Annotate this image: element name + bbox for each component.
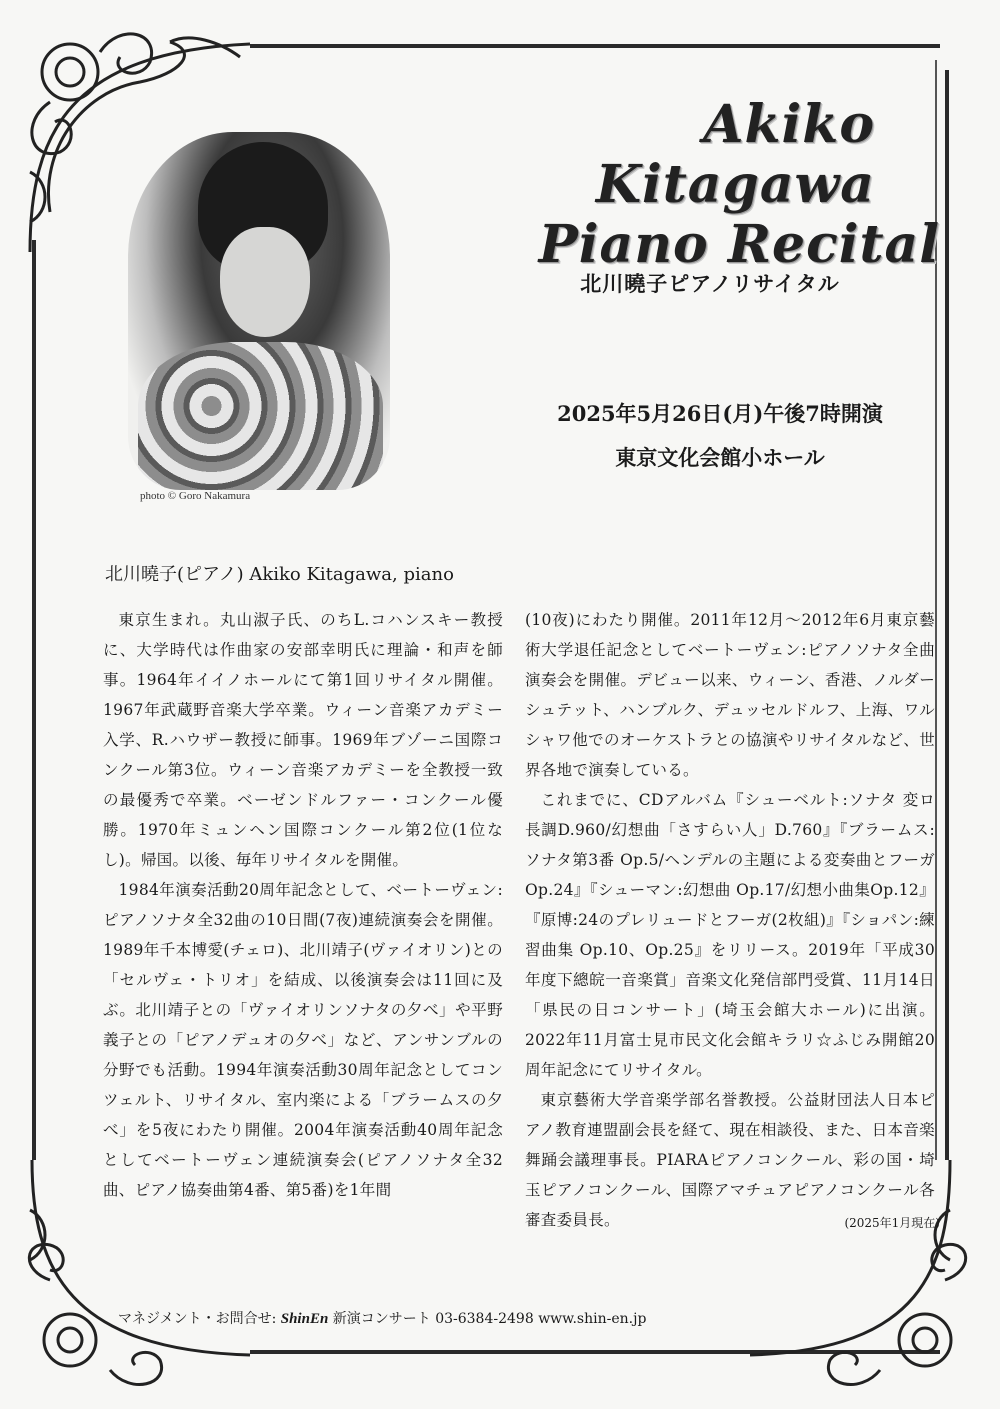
frame-left-border bbox=[32, 240, 36, 1160]
footer-label: マネジメント・お問合せ: bbox=[118, 1311, 277, 1327]
bio-paragraph: (10夜)にわたり開催。2011年12月〜2012年6月東京藝術大学退任記念としてベートーヴェン:ピアノソナタ全曲演奏会を開催。デビュー以来、ウィーン、香港、ノルダーシュテット、ハンブルク、デュッセルドルフ、上海、ワルシャワ他でのオーケストラとの協演やリサイタルなど、世界各地で演奏している。 bbox=[525, 611, 935, 779]
bio-paragraph: 東京藝術大学音楽学部名誉教授。公益財団法人日本ピアノ教育連盟副会長を経て、現在相談役、また、日本音楽舞踊会議理事長。PIARAピアノコンクール、彩の国・埼玉ピアノコンクール、国際アマチュアピアノコンクール各審査委員長。 bbox=[525, 1091, 935, 1229]
title-line-2: Piano Recital bbox=[538, 214, 940, 275]
biography-right-column bbox=[525, 605, 935, 1235]
bio-paragraph: 1984年演奏活動20周年記念として、ベートーヴェン:ピアノソナタ全32曲の10日間(7夜)連続演奏会を開催。1989年千本博愛(チェロ)、北川靖子(ヴァイオリン)との「セルヴェ・トリオ」を結成、以後演奏会は11回に及ぶ。北川靖子との「ヴァイオリンソナタの夕べ」や平野義子との「ピアノデュオの夕べ」など、アンサンブルの分野でも活動。1994年演奏活動30周年記念としてコンツェルト、リサイタル、室内楽による「ブラームスの夕べ」を5夜にわたり開催。2004年演奏活動40周年記念としてベートーヴェン連続演奏会(ピアノソナタ全32曲、ピアノ協奏曲第4番、第5番)を1年間 bbox=[103, 881, 503, 1199]
concert-venue: 東京文化会館小ホール bbox=[615, 445, 825, 470]
bio-paragraph: これまでに、CDアルバム『シューベルト:ソナタ 変ロ長調D.960/幻想曲「さすらい人」D.760』『ブラームス:ソナタ第3番 Op.5/ヘンデルの主題による変奏曲とフーガOp.24』『シューマン:幻想曲 Op.17/幻想小曲集Op.12』『原博:24のプレリュードとフーガ(2枚組)』『ショパン:練習曲集 Op.10、Op.25』をリリース。2019年「平成30年度下總皖一音楽賞」音楽文化発信部門受賞、11月14日「県民の日コンサート」(埼玉会館大ホール)に出演。2022年11月富士見市民文化会館キラリ☆ふじみ開館20周年記念にてリサイタル。 bbox=[525, 791, 935, 1079]
photo-credit: photo © Goro Nakamura bbox=[140, 490, 251, 502]
bio-paragraph: 東京生まれ。丸山淑子氏、のちL.コハンスキー教授に、大学時代は作曲家の安部幸明氏に理論・和声を師事。1964年イイノホールにて第1回リサイタル開催。1967年武蔵野音楽大学卒業。ウィーン音楽アカデミー入学、R.ハウザー教授に師事。1969年ブゾーニ国際コンクール第3位。ウィーン音楽アカデミーを全教授一致の最優秀で卒業。ベーゼンドルファー・コンクール優勝。1970年ミュンヘン国際コンクール第2位(1位なし)。帰国。以後、毎年リサイタルを開催。 bbox=[103, 611, 503, 869]
biography-left-column bbox=[103, 605, 503, 1205]
frame-top-border bbox=[250, 44, 940, 48]
title-line-1: Akiko Kitagawa bbox=[595, 94, 875, 215]
footer-url[interactable]: www.shin-en.jp bbox=[538, 1311, 647, 1327]
title-japanese: 北川曉子ピアノリサイタル bbox=[580, 271, 840, 296]
frame-right-border bbox=[945, 70, 949, 1160]
footer-contact bbox=[118, 1308, 818, 1328]
artist-photo bbox=[128, 132, 390, 490]
recital-title bbox=[440, 95, 940, 275]
footer-company-phone: 新演コンサート 03-6384-2498 bbox=[332, 1311, 534, 1327]
brand-logo: ShinEn bbox=[280, 1311, 329, 1327]
as-of-date: (2025年1月現在) bbox=[844, 1216, 940, 1230]
concert-date: 2025年5月26日(月)午後7時開演 bbox=[557, 401, 883, 426]
artist-name: 北川曉子(ピアノ) Akiko Kitagawa, piano bbox=[105, 564, 454, 585]
